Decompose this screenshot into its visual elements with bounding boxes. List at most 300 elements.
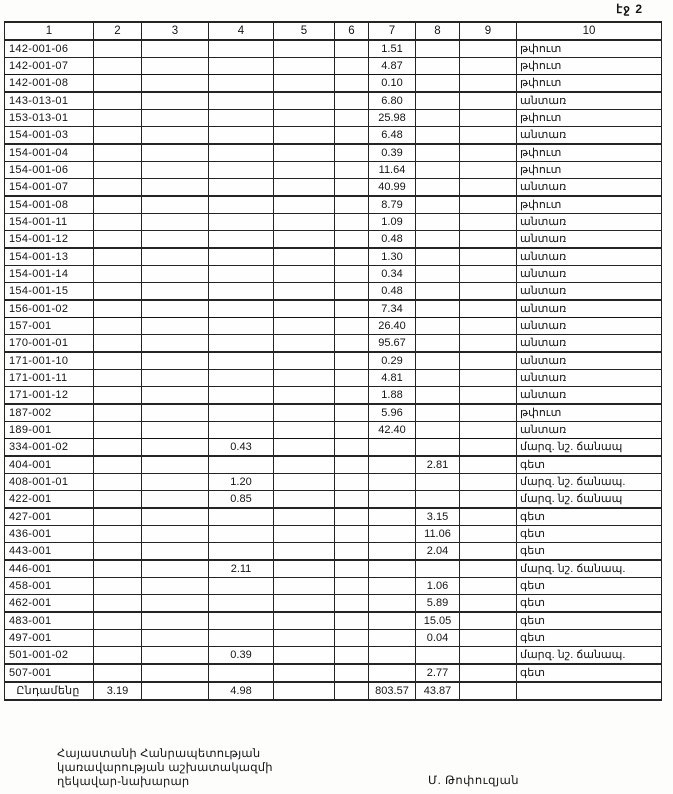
table-row (5, 474, 662, 491)
area-value-cell (416, 560, 460, 578)
area-value-cell: 95.67 (369, 335, 416, 353)
area-value-cell (335, 595, 369, 613)
area-value-cell (460, 214, 517, 231)
area-value-cell (209, 387, 274, 405)
area-value-cell (274, 58, 335, 75)
area-value-cell (142, 248, 209, 266)
area-value-cell (142, 612, 209, 630)
area-value-cell (209, 543, 274, 561)
table-row (5, 110, 662, 127)
total-value-cell: 3.19 (94, 682, 142, 700)
area-value-cell (416, 439, 460, 457)
total-value-cell: 803.57 (369, 682, 416, 700)
area-value-cell (274, 214, 335, 231)
area-value-cell (274, 474, 335, 491)
area-value-cell (94, 266, 142, 283)
area-value-cell (94, 387, 142, 405)
area-value-cell (335, 422, 369, 439)
parcel-code-cell: 427-001 (5, 508, 94, 526)
area-value-cell (416, 127, 460, 145)
area-value-cell (335, 439, 369, 457)
signatory-title-line: կառավարության աշխատակազմի (57, 762, 273, 774)
area-value-cell (142, 352, 209, 370)
parcel-code-cell: 142-001-07 (5, 58, 94, 75)
area-value-cell (416, 387, 460, 405)
area-value-cell (274, 266, 335, 283)
area-value-cell (142, 387, 209, 405)
land-type-cell: թփուտ (517, 58, 662, 75)
column-number-header: 7 (369, 22, 416, 40)
area-value-cell (335, 508, 369, 526)
area-value-cell: 6.48 (369, 127, 416, 145)
area-value-cell (460, 335, 517, 353)
area-value-cell (274, 144, 335, 162)
table-row (5, 526, 662, 543)
land-type-cell: անտառ (517, 266, 662, 283)
land-type-cell: թփուտ (517, 75, 662, 93)
area-value-cell (274, 162, 335, 179)
area-value-cell (142, 526, 209, 543)
area-value-cell (274, 439, 335, 457)
area-value-cell (416, 370, 460, 387)
total-value-cell: 43.87 (416, 682, 460, 700)
area-value-cell (142, 664, 209, 682)
column-number-header: 8 (416, 22, 460, 40)
area-value-cell (460, 612, 517, 630)
parcel-code-cell: 334-001-02 (5, 439, 94, 457)
area-value-cell (416, 92, 460, 110)
area-value-cell (460, 526, 517, 543)
area-value-cell (460, 318, 517, 335)
parcel-code-cell: 404-001 (5, 456, 94, 474)
area-value-cell (94, 560, 142, 578)
area-value-cell (416, 491, 460, 509)
area-value-cell (369, 526, 416, 543)
area-value-cell (209, 283, 274, 301)
area-value-cell: 15.05 (416, 612, 460, 630)
parcel-code-cell: 187-002 (5, 404, 94, 422)
parcel-code-cell: 458-001 (5, 578, 94, 595)
area-value-cell (142, 283, 209, 301)
area-value-cell (94, 664, 142, 682)
total-value-cell (335, 682, 369, 700)
area-value-cell (209, 664, 274, 682)
area-value-cell (142, 58, 209, 75)
area-value-cell (369, 578, 416, 595)
area-value-cell (209, 110, 274, 127)
area-value-cell (94, 352, 142, 370)
area-value-cell (209, 318, 274, 335)
column-number-header: 6 (335, 22, 369, 40)
area-value-cell (142, 370, 209, 387)
land-type-cell: գետ (517, 612, 662, 630)
area-value-cell (460, 196, 517, 214)
land-type-cell: անտառ (517, 422, 662, 439)
area-value-cell (416, 266, 460, 283)
area-value-cell (142, 75, 209, 93)
area-value-cell (335, 456, 369, 474)
parcel-code-cell: 507-001 (5, 664, 94, 682)
area-value-cell: 2.11 (209, 560, 274, 578)
area-value-cell (142, 578, 209, 595)
area-value-cell (209, 266, 274, 283)
area-value-cell (94, 595, 142, 613)
table-row (5, 127, 662, 145)
area-value-cell (335, 127, 369, 145)
area-value-cell (416, 422, 460, 439)
area-value-cell: 3.15 (416, 508, 460, 526)
area-value-cell: 4.81 (369, 370, 416, 387)
table-row (5, 647, 662, 665)
area-value-cell (94, 283, 142, 301)
land-type-cell: գետ (517, 664, 662, 682)
area-value-cell (94, 196, 142, 214)
area-value-cell (94, 179, 142, 197)
parcel-code-cell: 462-001 (5, 595, 94, 613)
area-value-cell (94, 508, 142, 526)
area-value-cell (416, 144, 460, 162)
area-value-cell (94, 75, 142, 93)
area-value-cell (274, 231, 335, 249)
area-value-cell (142, 266, 209, 283)
column-number-header: 10 (517, 22, 662, 40)
area-value-cell (209, 162, 274, 179)
area-value-cell: 0.10 (369, 75, 416, 93)
area-value-cell (94, 491, 142, 509)
area-value-cell (274, 595, 335, 613)
area-value-cell: 8.79 (369, 196, 416, 214)
table-row (5, 92, 662, 110)
area-value-cell (416, 110, 460, 127)
land-type-cell: գետ (517, 595, 662, 613)
area-value-cell (94, 370, 142, 387)
column-number-header: 9 (460, 22, 517, 40)
area-value-cell (274, 647, 335, 665)
area-value-cell (369, 595, 416, 613)
signatory-title-block (57, 747, 273, 789)
area-value-cell (209, 335, 274, 353)
area-value-cell (94, 214, 142, 231)
area-value-cell (274, 75, 335, 93)
table-row (5, 318, 662, 335)
area-value-cell (274, 127, 335, 145)
area-value-cell (209, 404, 274, 422)
area-value-cell (460, 595, 517, 613)
area-value-cell: 1.06 (416, 578, 460, 595)
table-row (5, 179, 662, 197)
area-value-cell (416, 231, 460, 249)
area-value-cell (335, 92, 369, 110)
area-value-cell (335, 58, 369, 75)
area-value-cell (416, 214, 460, 231)
area-value-cell: 0.43 (209, 439, 274, 457)
area-value-cell (209, 595, 274, 613)
table-row (5, 595, 662, 613)
parcel-code-cell: 154-001-15 (5, 283, 94, 301)
parcel-code-cell: 154-001-03 (5, 127, 94, 145)
area-value-cell: 1.09 (369, 214, 416, 231)
area-value-cell (335, 196, 369, 214)
area-value-cell (335, 110, 369, 127)
area-value-cell (460, 491, 517, 509)
area-value-cell (94, 526, 142, 543)
area-value-cell (142, 404, 209, 422)
area-value-cell (335, 491, 369, 509)
area-value-cell (94, 231, 142, 249)
column-number-header: 1 (5, 22, 94, 40)
area-value-cell: 0.34 (369, 266, 416, 283)
area-value-cell (142, 231, 209, 249)
table-row (5, 612, 662, 630)
area-value-cell (369, 630, 416, 647)
area-value-cell (460, 474, 517, 491)
parcel-code-cell: 171-001-11 (5, 370, 94, 387)
parcel-code-cell: 154-001-11 (5, 214, 94, 231)
area-value-cell (335, 647, 369, 665)
land-type-cell: գետ (517, 630, 662, 647)
land-type-cell: անտառ (517, 248, 662, 266)
parcel-code-cell: 154-001-07 (5, 179, 94, 197)
total-value-cell: 4.98 (209, 682, 274, 700)
table-row (5, 404, 662, 422)
area-value-cell: 5.89 (416, 595, 460, 613)
area-value-cell (142, 508, 209, 526)
signatory-title-line: ղեկավար-նախարար (57, 776, 190, 788)
area-value-cell: 1.51 (369, 40, 416, 58)
area-value-cell (335, 266, 369, 283)
land-type-cell: մարզ. նշ. ճանապ. (517, 647, 662, 665)
table-row (5, 214, 662, 231)
area-value-cell (274, 283, 335, 301)
land-type-cell: մարզ. նշ. ճանապ. (517, 560, 662, 578)
parcel-code-cell: 483-001 (5, 612, 94, 630)
area-value-cell (274, 578, 335, 595)
table-row (5, 300, 662, 318)
area-value-cell (274, 370, 335, 387)
parcel-code-cell: 142-001-08 (5, 75, 94, 93)
area-value-cell: 0.48 (369, 283, 416, 301)
parcel-code-cell: 422-001 (5, 491, 94, 509)
area-value-cell (369, 508, 416, 526)
area-value-cell: 40.99 (369, 179, 416, 197)
area-value-cell: 1.20 (209, 474, 274, 491)
area-value-cell (94, 110, 142, 127)
area-value-cell (209, 58, 274, 75)
parcel-code-cell: 154-001-14 (5, 266, 94, 283)
area-value-cell (142, 630, 209, 647)
area-value-cell (274, 630, 335, 647)
area-value-cell: 0.48 (369, 231, 416, 249)
area-value-cell (142, 110, 209, 127)
area-value-cell (142, 127, 209, 145)
area-value-cell (335, 335, 369, 353)
land-type-cell: անտառ (517, 179, 662, 197)
parcel-code-cell: 157-001 (5, 318, 94, 335)
area-value-cell (142, 491, 209, 509)
area-value-cell (274, 543, 335, 561)
table-row (5, 387, 662, 405)
area-value-cell: 25.98 (369, 110, 416, 127)
area-value-cell (460, 647, 517, 665)
table-row (5, 664, 662, 682)
area-value-cell (142, 647, 209, 665)
area-value-cell (142, 422, 209, 439)
area-value-cell (460, 422, 517, 439)
area-value-cell: 2.04 (416, 543, 460, 561)
area-value-cell (335, 231, 369, 249)
area-value-cell (209, 612, 274, 630)
table-row (5, 352, 662, 370)
area-value-cell (94, 422, 142, 439)
signatory-name: Մ. Թոփուզյան (428, 775, 520, 787)
table-header-row (5, 22, 662, 40)
area-value-cell (460, 92, 517, 110)
area-value-cell (335, 318, 369, 335)
land-type-cell: թփուտ (517, 196, 662, 214)
column-number-header: 3 (142, 22, 209, 40)
land-type-cell: անտառ (517, 300, 662, 318)
area-value-cell (142, 300, 209, 318)
area-value-cell (274, 300, 335, 318)
land-type-cell: գետ (517, 456, 662, 474)
area-value-cell (460, 439, 517, 457)
area-value-cell (94, 439, 142, 457)
table-row (5, 283, 662, 301)
area-value-cell (142, 196, 209, 214)
area-value-cell (460, 404, 517, 422)
column-number-header: 4 (209, 22, 274, 40)
land-type-cell: անտառ (517, 335, 662, 353)
area-value-cell (335, 352, 369, 370)
total-label-cell: Ընդամենը (5, 682, 94, 700)
land-type-cell: անտառ (517, 387, 662, 405)
area-value-cell (142, 318, 209, 335)
area-value-cell (460, 370, 517, 387)
area-value-cell (335, 162, 369, 179)
area-value-cell (460, 456, 517, 474)
area-value-cell (209, 526, 274, 543)
area-value-cell (369, 664, 416, 682)
area-value-cell (369, 491, 416, 509)
area-value-cell (335, 248, 369, 266)
area-value-cell (369, 543, 416, 561)
area-value-cell (94, 474, 142, 491)
table-row (5, 196, 662, 214)
area-value-cell (274, 92, 335, 110)
area-value-cell (369, 439, 416, 457)
area-value-cell: 1.88 (369, 387, 416, 405)
area-value-cell: 0.04 (416, 630, 460, 647)
area-value-cell (94, 404, 142, 422)
parcel-code-cell: 153-013-01 (5, 110, 94, 127)
area-value-cell (369, 560, 416, 578)
area-value-cell (142, 439, 209, 457)
land-type-cell: գետ (517, 578, 662, 595)
area-value-cell (335, 630, 369, 647)
table-row (5, 58, 662, 75)
area-value-cell (460, 630, 517, 647)
area-value-cell (142, 543, 209, 561)
area-value-cell (142, 179, 209, 197)
land-type-cell: մարզ. նշ. ճանապ (517, 491, 662, 509)
area-value-cell (142, 162, 209, 179)
area-value-cell (416, 75, 460, 93)
area-value-cell: 26.40 (369, 318, 416, 335)
area-value-cell (94, 318, 142, 335)
table-row (5, 543, 662, 561)
area-value-cell (416, 58, 460, 75)
area-value-cell (369, 474, 416, 491)
table-row (5, 75, 662, 93)
area-value-cell (460, 162, 517, 179)
area-value-cell (209, 144, 274, 162)
page-number-label: էջ 2 (616, 2, 643, 16)
area-value-cell (142, 560, 209, 578)
area-value-cell (335, 560, 369, 578)
area-value-cell (94, 543, 142, 561)
area-value-cell (460, 352, 517, 370)
area-value-cell (416, 162, 460, 179)
area-value-cell (335, 612, 369, 630)
area-value-cell (142, 214, 209, 231)
area-value-cell (209, 300, 274, 318)
area-value-cell (94, 127, 142, 145)
area-value-cell (416, 404, 460, 422)
land-type-cell: թփուտ (517, 162, 662, 179)
area-value-cell (335, 526, 369, 543)
land-type-cell: թփուտ (517, 144, 662, 162)
area-value-cell (460, 40, 517, 58)
area-value-cell (460, 144, 517, 162)
area-value-cell (335, 543, 369, 561)
table-row (5, 162, 662, 179)
total-value-cell (142, 682, 209, 700)
area-value-cell: 6.80 (369, 92, 416, 110)
area-value-cell (416, 196, 460, 214)
area-value-cell (416, 335, 460, 353)
area-value-cell (209, 40, 274, 58)
area-value-cell (416, 647, 460, 665)
table-row (5, 231, 662, 249)
total-value-cell (460, 682, 517, 700)
area-value-cell (460, 75, 517, 93)
area-value-cell (209, 196, 274, 214)
table-row (5, 578, 662, 595)
area-value-cell (274, 318, 335, 335)
area-value-cell (335, 578, 369, 595)
land-type-cell: գետ (517, 543, 662, 561)
land-type-cell: անտառ (517, 370, 662, 387)
area-value-cell (274, 196, 335, 214)
area-value-cell (460, 664, 517, 682)
area-value-cell (335, 664, 369, 682)
area-value-cell (274, 352, 335, 370)
area-value-cell (142, 40, 209, 58)
parcel-code-cell: 142-001-06 (5, 40, 94, 58)
area-value-cell: 0.29 (369, 352, 416, 370)
area-value-cell (416, 179, 460, 197)
area-value-cell (274, 404, 335, 422)
parcel-code-cell: 170-001-01 (5, 335, 94, 353)
area-value-cell (335, 179, 369, 197)
area-value-cell: 11.06 (416, 526, 460, 543)
land-type-cell: թփուտ (517, 110, 662, 127)
area-value-cell (369, 612, 416, 630)
column-number-header: 5 (274, 22, 335, 40)
parcel-code-cell: 154-001-12 (5, 231, 94, 249)
area-value-cell (460, 127, 517, 145)
area-value-cell (142, 335, 209, 353)
